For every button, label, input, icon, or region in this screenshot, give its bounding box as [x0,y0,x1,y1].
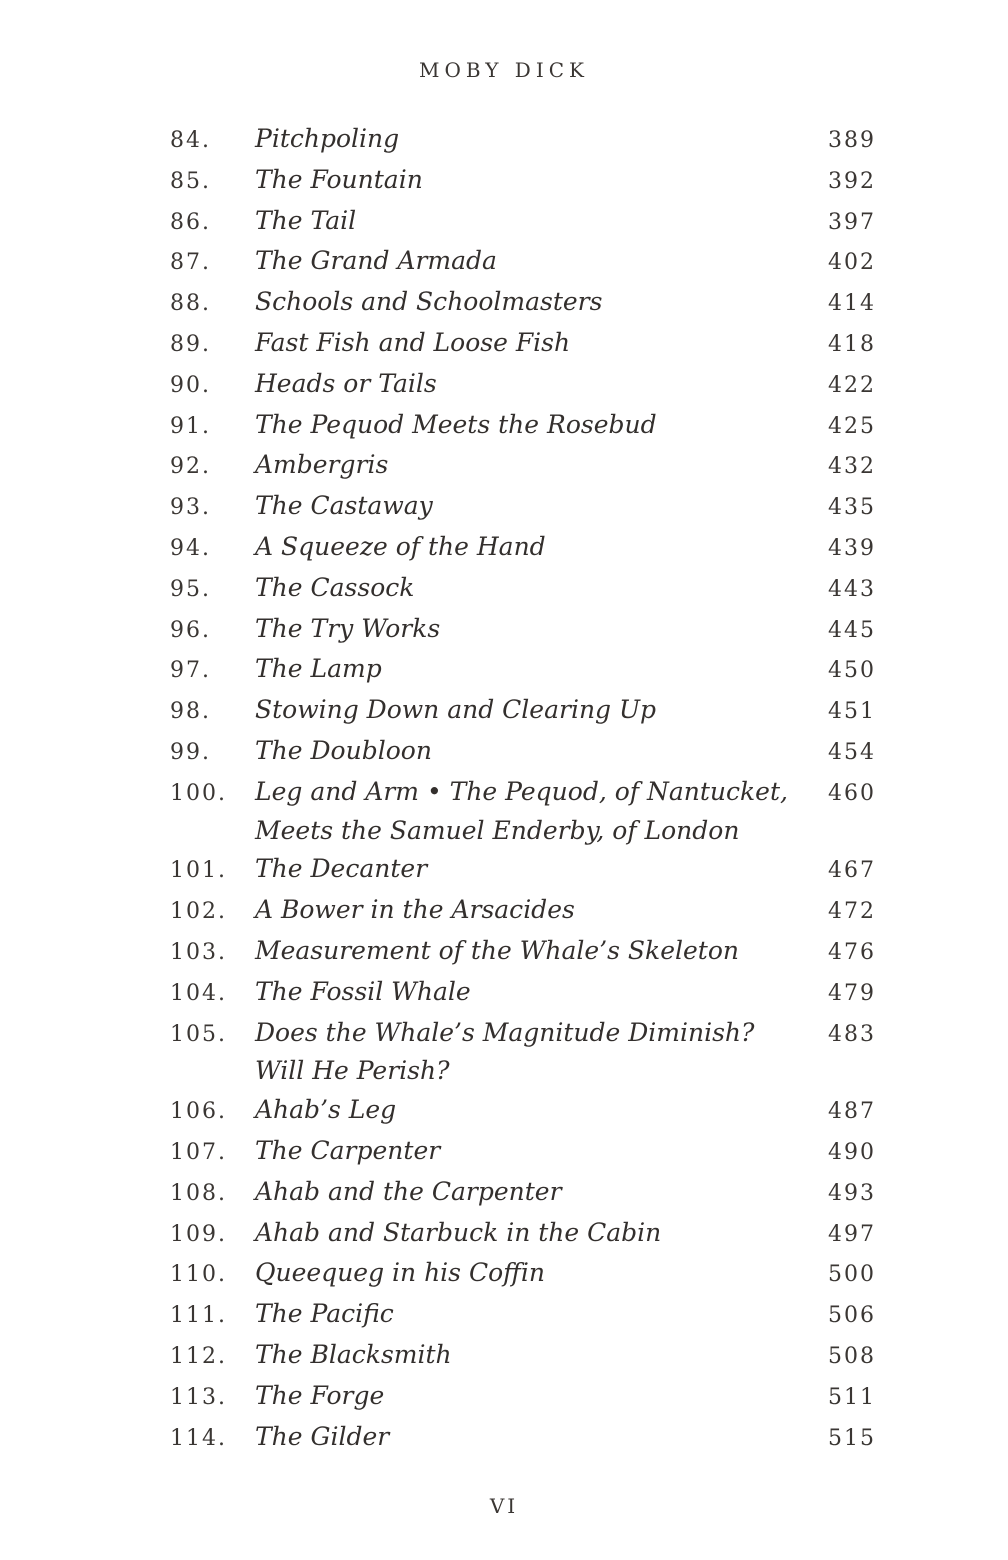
chapter-number: 98. [170,699,211,725]
chapter-title [255,1418,828,1457]
chapter-number: 111. [170,1303,227,1329]
toc-entry [170,1377,876,1418]
chapter-number: 88. [170,291,211,317]
chapter-title [255,446,828,485]
toc-entry [170,1295,876,1336]
chapter-title-line: Heads or Tails [255,368,437,398]
chapter-title [255,891,828,930]
chapter-title [255,773,828,851]
chapter-page: 497 [828,1221,876,1247]
chapter-title [255,487,828,526]
toc-entry [170,1014,876,1092]
toc-entry [170,1173,876,1214]
chapter-page: 445 [828,617,876,643]
chapter-title-line: Does the Whale’s Magnitude Diminish? [255,1017,755,1047]
chapter-title-line: The Grand Armada [255,246,497,276]
chapter-page: 432 [828,454,876,480]
chapter-title [255,528,828,567]
chapter-title-line: The Doubloon [255,735,432,765]
chapter-title-line: Schools and Schoolmasters [255,287,603,317]
chapter-title-line: Ahab and Starbuck in the Cabin [255,1217,662,1247]
chapter-page: 422 [828,372,876,398]
chapter-page: 493 [828,1180,876,1206]
toc-entry [170,973,876,1014]
chapter-title-line: Ahab and the Carpenter [255,1176,562,1206]
page-number-folio: VI [489,1494,519,1519]
chapter-number: 114. [170,1425,227,1451]
chapter-title-line: Ambergris [255,450,389,480]
chapter-number: 108. [170,1180,227,1206]
chapter-title [255,120,828,159]
toc-entry [170,773,876,851]
chapter-number: 91. [170,413,211,439]
toc-entry [170,242,876,283]
chapter-page: 435 [828,495,876,521]
chapter-number: 97. [170,658,211,684]
chapter-title-line: The Fountain [255,164,423,194]
chapter-title-line: Fast Fish and Loose Fish [255,327,571,357]
chapter-page: 500 [828,1262,876,1288]
chapter-page: 483 [828,1021,876,1047]
chapter-number: 89. [170,331,211,357]
chapter-number: 85. [170,168,211,194]
chapter-page: 472 [828,899,876,925]
toc-entry [170,1418,876,1459]
chapter-title [255,973,828,1012]
chapter-title [255,1295,828,1334]
chapter-title [255,569,828,608]
chapter-number: 109. [170,1221,227,1247]
chapter-page: 476 [828,939,876,965]
chapter-title-line: The Carpenter [255,1135,441,1165]
toc-entry [170,202,876,243]
chapter-page: 450 [828,658,876,684]
chapter-title [255,202,828,241]
chapter-number: 92. [170,454,211,480]
chapter-number: 96. [170,617,211,643]
chapter-page: 402 [828,250,876,276]
chapter-page: 515 [828,1425,876,1451]
chapter-page: 414 [828,291,876,317]
chapter-number: 107. [170,1139,227,1165]
chapter-title [255,650,828,689]
toc-entry [170,1091,876,1132]
chapter-title [255,850,828,889]
chapter-title-line: The Forge [255,1380,385,1410]
chapter-page: 467 [828,858,876,884]
chapter-title [255,932,828,971]
chapter-page: 454 [828,739,876,765]
toc-entry [170,446,876,487]
chapter-page: 479 [828,980,876,1006]
toc-entry [170,650,876,691]
chapter-title [255,365,828,404]
toc-entry [170,161,876,202]
toc-entry [170,891,876,932]
chapter-page: 487 [828,1099,876,1125]
chapter-title-line: The Lamp [255,654,382,684]
chapter-title-line: Meets the Samuel Enderby, of London [255,815,740,845]
chapter-number: 90. [170,372,211,398]
toc-entry [170,1214,876,1255]
chapter-page: 451 [828,699,876,725]
chapter-number: 95. [170,576,211,602]
chapter-title [255,161,828,200]
chapter-page: 397 [828,209,876,235]
chapter-number: 84. [170,128,211,153]
chapter-page: 389 [828,128,876,153]
toc-entry [170,528,876,569]
chapter-title [255,406,828,445]
chapter-title-line: The Try Works [255,613,441,643]
chapter-page: 460 [828,780,876,806]
toc-entry [170,1336,876,1377]
chapter-page: 490 [828,1139,876,1165]
chapter-number: 103. [170,939,227,965]
chapter-number: 100. [170,780,227,806]
chapter-title-line: The Tail [255,205,357,235]
toc-entry [170,487,876,528]
toc-entry [170,569,876,610]
toc-entry [170,850,876,891]
table-of-contents [0,120,1008,1458]
chapter-title-line: The Pequod Meets the Rosebud [255,409,657,439]
chapter-number: 102. [170,899,227,925]
chapter-title [255,242,828,281]
toc-entry [170,1254,876,1295]
chapter-title-line: The Decanter [255,854,428,884]
chapter-title-line: Pitchpoling [255,124,400,153]
chapter-title [255,1336,828,1375]
chapter-page: 439 [828,535,876,561]
chapter-title [255,1377,828,1416]
chapter-page: 508 [828,1343,876,1369]
toc-entry [170,283,876,324]
chapter-number: 105. [170,1021,227,1047]
chapter-number: 87. [170,250,211,276]
chapter-title-line: Measurement of the Whale’s Skeleton [255,935,739,965]
chapter-title [255,1214,828,1253]
chapter-page: 425 [828,413,876,439]
toc-entry [170,732,876,773]
toc-entry [170,406,876,447]
chapter-title-line: The Pacific [255,1299,394,1329]
chapter-number: 104. [170,980,227,1006]
chapter-title [255,1132,828,1171]
chapter-title-line: A Squeeze of the Hand [255,531,546,561]
chapter-number: 94. [170,535,211,561]
chapter-title [255,1091,828,1130]
chapter-title [255,732,828,771]
chapter-title-line: The Castaway [255,491,433,521]
chapter-number: 112. [170,1343,227,1369]
chapter-number: 86. [170,209,211,235]
chapter-title-line: Leg and Arm • The Pequod, of Nantucket, [255,776,788,806]
chapter-number: 110. [170,1262,227,1288]
chapter-title [255,691,828,730]
chapter-title-line: The Blacksmith [255,1339,452,1369]
chapter-page: 511 [828,1384,876,1410]
chapter-number: 113. [170,1384,227,1410]
toc-entry [170,120,876,161]
chapter-page: 443 [828,576,876,602]
chapter-page: 392 [828,168,876,194]
chapter-number: 106. [170,1099,227,1125]
chapter-title-line: Queequeg in his Coffin [255,1258,545,1288]
chapter-title-line: Will He Perish? [255,1056,450,1086]
toc-entry [170,365,876,406]
toc-entry [170,1132,876,1173]
chapter-title [255,1173,828,1212]
chapter-title [255,324,828,363]
chapter-page: 506 [828,1303,876,1329]
chapter-title-line: A Bower in the Arsacides [255,895,575,925]
toc-entry [170,324,876,365]
chapter-title-line: The Fossil Whale [255,976,471,1006]
toc-entry [170,691,876,732]
chapter-title-line: Ahab’s Leg [255,1095,397,1125]
running-head: MOBY DICK [419,58,589,82]
chapter-title-line: The Cassock [255,572,415,602]
chapter-number: 93. [170,495,211,521]
chapter-number: 101. [170,858,227,884]
chapter-title-line: Stowing Down and Clearing Up [255,695,657,725]
chapter-title [255,610,828,649]
chapter-number: 99. [170,739,211,765]
toc-entry [170,932,876,973]
chapter-page: 418 [828,331,876,357]
chapter-title [255,1014,828,1092]
chapter-title [255,283,828,322]
chapter-title-line: The Gilder [255,1421,390,1451]
chapter-title [255,1254,828,1293]
toc-entry [170,610,876,651]
